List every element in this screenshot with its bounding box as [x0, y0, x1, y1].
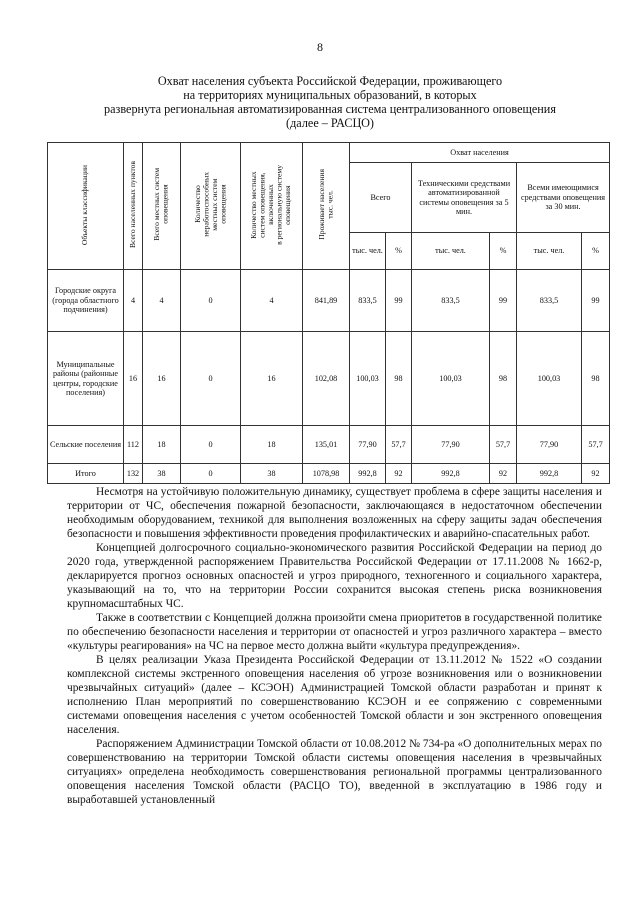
paragraph: В целях реализации Указа Президента Российской Федерации от 13.11.2012 № 1522 «О создании комплексной системы экстренного оповещения населения об угрозе возникновения или о возникновении чрезвычайных ситуаций» (далее – КСЭОН) Администрацией Томской области разработан и принят к исполнению План мероприятий по совершенствованию КСЭОН и ее сопряжению с современными системами оповещения населения с учетом особенностей Томской области и зон экстренного оповещения населения. [67, 654, 602, 736]
cell-local: 18 [143, 426, 181, 464]
page-number: 8 [317, 40, 323, 54]
paragraph: Несмотря на устойчивую положительную динамику, существует проблема в сфере защиты населения и территории от ЧС, обеспечения пожарной безопасности, заключающаяся в недостаточном обеспечении необходимым оборудованием, техникой для выполнения возложенных на сферу защиты задач обеспечения безопасности и повышения эффективности проведения профилактических и аварийно-спасательных работ. [67, 486, 602, 540]
cell-population: 135,01 [303, 426, 350, 464]
cell-all-thous: 833,5 [517, 270, 582, 332]
cell-tech-pct: 98 [490, 332, 517, 426]
cell-all-pct: 92 [582, 464, 610, 484]
row-name: Итого [48, 464, 124, 484]
cell-tech-pct: 57,7 [490, 426, 517, 464]
title-line: на территориях муниципальных образований, в которых [183, 88, 477, 102]
cell-tech-pct: 99 [490, 270, 517, 332]
cell-tech-thous: 992,8 [412, 464, 490, 484]
table-row [48, 270, 610, 332]
row-name: Городские округа (города областного подчинения) [48, 270, 124, 332]
cell-total-pct: 57,7 [386, 426, 412, 464]
unit-thous: тыс. чел. [350, 233, 386, 270]
unit-thous: тыс. чел. [517, 233, 582, 270]
unit-pct: % [490, 233, 517, 270]
cell-inoperable: 0 [181, 464, 241, 484]
cell-population: 102,08 [303, 332, 350, 426]
cell-tech-thous: 77,90 [412, 426, 490, 464]
cell-all-pct: 98 [582, 332, 610, 426]
header-settlements: Всего населенных пунктов [124, 143, 143, 270]
cell-all-thous: 100,03 [517, 332, 582, 426]
unit-thous: тыс. чел. [412, 233, 490, 270]
header-tech: Техническими средствами автоматизированной системы оповещения за 5 мин. [412, 163, 517, 233]
cell-local: 16 [143, 332, 181, 426]
cell-inoperable: 0 [181, 426, 241, 464]
cell-local: 38 [143, 464, 181, 484]
cell-settlements: 132 [124, 464, 143, 484]
cell-total-pct: 99 [386, 270, 412, 332]
unit-pct: % [582, 233, 610, 270]
title-line: Охват населения субъекта Российской Федерации, проживающего [157, 74, 503, 88]
table-row [48, 426, 610, 464]
header-objects: Объекты классификации [48, 143, 124, 270]
cell-included: 38 [241, 464, 303, 484]
cell-all-pct: 99 [582, 270, 610, 332]
cell-population: 1078,98 [303, 464, 350, 484]
title-line: развернута региональная автоматизированная система централизованного оповещения [104, 102, 556, 116]
table-title [70, 74, 590, 130]
cell-all-thous: 77,90 [517, 426, 582, 464]
body-text [67, 485, 602, 807]
table-row [48, 332, 610, 426]
header-all: Всеми имеющимися средствами оповещения за 30 мин. [517, 163, 610, 233]
paragraph: Распоряжением Администрации Томской области от 10.08.2012 № 734-ра «О дополнительных мерах по совершенствованию на территории Томской области системы оповещения населения в чрезвычайных ситуациях» определена необходимость совершенствования региональной программы централизованного оповещения населения Томской области (РАСЦО ТО), введенной в эксплуатацию в 1986 году и выработавшей установленный [67, 738, 602, 806]
cell-total-pct: 98 [386, 332, 412, 426]
cell-population: 841,89 [303, 270, 350, 332]
unit-pct: % [386, 233, 412, 270]
paragraph: Концепцией долгосрочного социально-экономического развития Российской Федерации на период до 2020 года, утвержденной распоряжением Правительства Российской Федерации от 17.11.2008 № 1662-р, декларируется прогноз основных опасностей и угроз природного, техногенного и социального характера, указывающий на то, что на территории России сохранится высокая степень риска возникновения крупномасштабных ЧС. [67, 542, 602, 610]
cell-included: 16 [241, 332, 303, 426]
cell-total-pct: 92 [386, 464, 412, 484]
header-population: Проживает населения тыс. чел. [303, 143, 350, 270]
cell-total-thous: 992,8 [350, 464, 386, 484]
header-inoperable: Количество неработоспособных местных систем оповещения [181, 143, 241, 270]
cell-tech-pct: 92 [490, 464, 517, 484]
header-coverage: Охват населения [350, 143, 610, 163]
cell-included: 18 [241, 426, 303, 464]
cell-tech-thous: 100,03 [412, 332, 490, 426]
cell-local: 4 [143, 270, 181, 332]
cell-settlements: 4 [124, 270, 143, 332]
header-included: Количество местных систем оповещения, включенных в региональную систему оповещения [241, 143, 303, 270]
header-total: Всего [350, 163, 412, 233]
row-name: Сельские поселения [48, 426, 124, 464]
cell-settlements: 16 [124, 332, 143, 426]
cell-tech-thous: 833,5 [412, 270, 490, 332]
cell-included: 4 [241, 270, 303, 332]
coverage-table [47, 142, 610, 484]
row-name: Муниципальные районы (районные центры, городские поселения) [48, 332, 124, 426]
cell-all-pct: 57,7 [582, 426, 610, 464]
table-row-total [48, 464, 610, 484]
paragraph: Также в соответствии с Концепцией должна произойти смена приоритетов в государственной политике по обеспечению безопасности населения и территории от опасностей и угроз различного характера – вместо «культуры реагирования» на ЧС на первое место должна выйти «культура предупреждения». [67, 612, 602, 652]
cell-inoperable: 0 [181, 270, 241, 332]
title-line: (далее – РАСЦО) [286, 116, 374, 130]
cell-all-thous: 992,8 [517, 464, 582, 484]
cell-total-thous: 100,03 [350, 332, 386, 426]
header-local-systems: Всего местных систем оповещения [143, 143, 181, 270]
cell-total-thous: 77,90 [350, 426, 386, 464]
cell-total-thous: 833,5 [350, 270, 386, 332]
cell-settlements: 112 [124, 426, 143, 464]
cell-inoperable: 0 [181, 332, 241, 426]
